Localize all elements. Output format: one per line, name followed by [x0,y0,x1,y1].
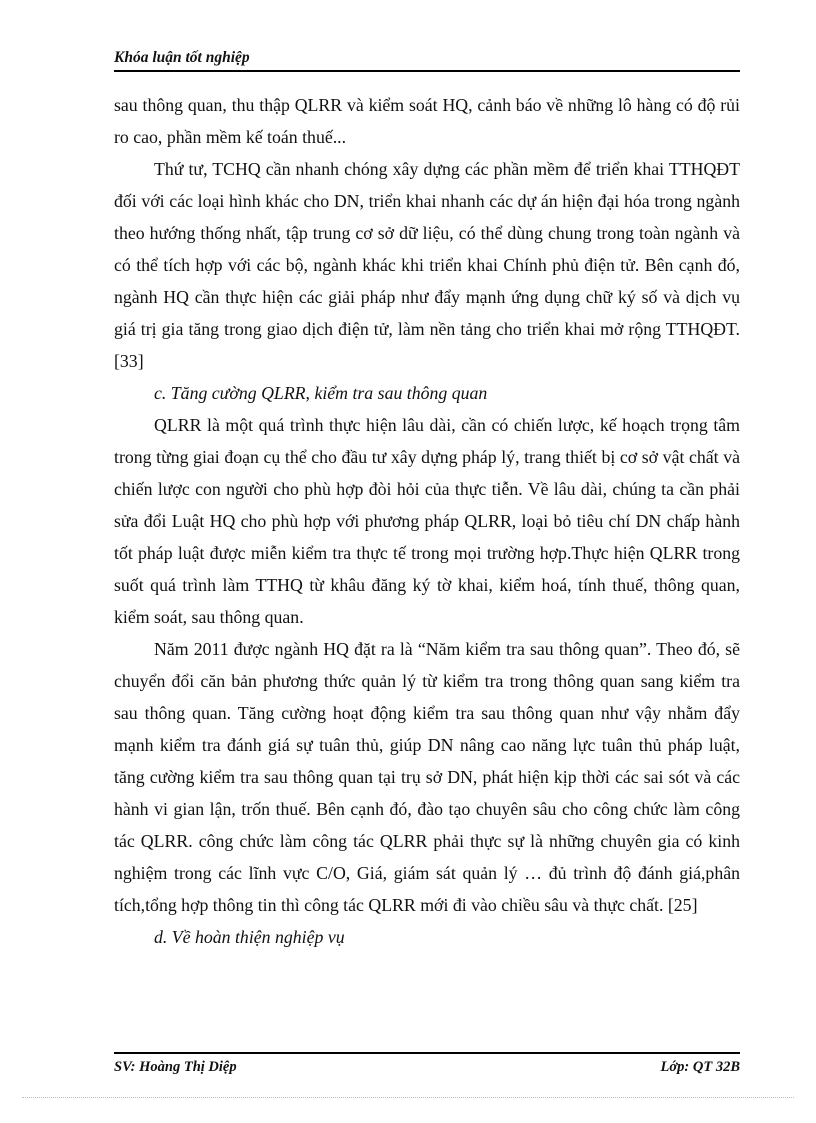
header-rule [114,70,740,72]
page-edge-divider [22,1097,794,1098]
document-body [114,89,740,953]
page-footer [114,1052,740,1080]
paragraph-2: Thứ tư, TCHQ cần nhanh chóng xây dựng các phần mềm để triển khai TTHQĐT đối với các loại hình khác cho DN, triển khai nhanh các dự án hiện đại hóa trong ngành theo hướng thống nhất, tập trung cơ sở dữ liệu, có thể dùng chung trong toàn ngành và có thể tích hợp với các bộ, ngành khác khi triển khai Chính phủ điện tử. Bên cạnh đó, ngành HQ cần thực hiện các giải pháp như đẩy mạnh ứng dụng chữ ký số và dịch vụ giá trị gia tăng trong giao dịch điện tử, làm nền tảng cho triển khai mở rộng TTHQĐT. [33] [114,159,740,371]
footer-student: SV: Hoàng Thị Diệp [114,1059,237,1075]
paragraph-1: sau thông quan, thu thập QLRR và kiểm soát HQ, cảnh báo về những lô hàng có độ rủi ro cao, phần mềm kế toán thuế... [114,95,740,147]
paragraph-4: Năm 2011 được ngành HQ đặt ra là “Năm kiểm tra sau thông quan”. Theo đó, sẽ chuyển đổi căn bản phương thức quản lý từ kiểm tra trong thông quan sang kiểm tra sau thông quan. Tăng cường hoạt động kiểm tra sau thông quan như vậy nhằm đẩy mạnh kiểm tra đánh giá sự tuân thủ, giúp DN nâng cao năng lực tuân thủ pháp luật, tăng cường kiểm tra sau thông quan tại trụ sở DN, phát hiện kịp thời các sai sót và các hành vi gian lận, trốn thuế. Bên cạnh đó, đào tạo chuyên sâu cho công chức làm công tác QLRR. công chức làm công tác QLRR phải thực sự là những chuyên gia có kinh nghiệm trong các lĩnh vực C/O, Giá, giám sát quản lý … đủ trình độ đánh giá,phân tích,tổng hợp thông tin thì công tác QLRR mới đi vào chiều sâu và thực chất. [25] [114,639,740,915]
paragraph-3: QLRR là một quá trình thực hiện lâu dài, cần có chiến lược, kế hoạch trọng tâm trong từng giai đoạn cụ thể cho đầu tư xây dựng pháp lý, trang thiết bị cơ sở vật chất và chiến lược con người cho phù hợp đòi hỏi của thực tiễn. Về lâu dài, chúng ta cần phải sửa đổi Luật HQ cho phù hợp với phương pháp QLRR, loại bỏ tiêu chí DN chấp hành tốt pháp luật được miễn kiểm tra thực tế trong mọi trường hợp.Thực hiện QLRR trong suốt quá trình làm TTHQ từ khâu đăng ký tờ khai, kiểm hoá, tính thuế, thông quan, kiểm soát, sau thông quan. [114,415,740,627]
section-heading-c: c. Tăng cường QLRR, kiểm tra sau thông quan [154,383,488,403]
footer-class: Lớp: QT 32B [660,1059,740,1075]
section-heading-d: d. Về hoàn thiện nghiệp vụ [154,927,345,947]
header-title: Khóa luận tốt nghiệp [114,49,250,66]
page-header [114,46,740,72]
